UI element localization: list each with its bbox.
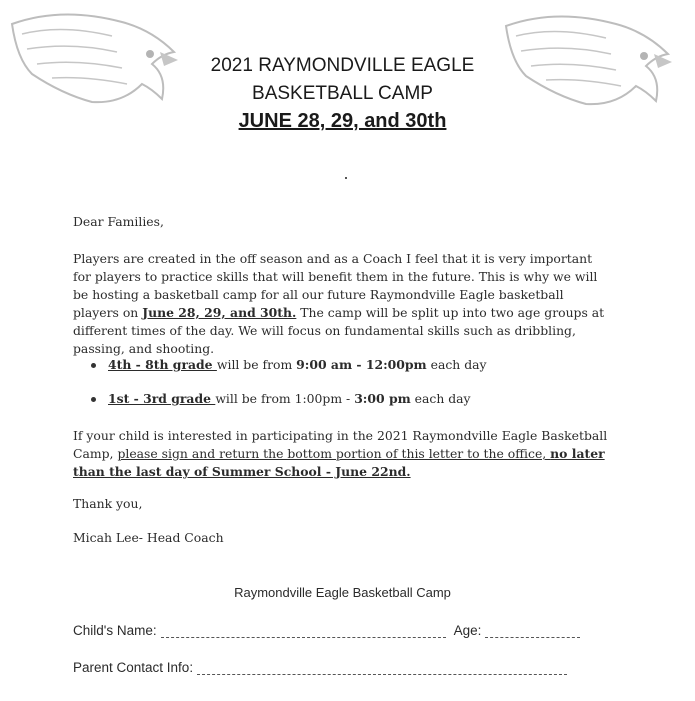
child-info-row [73,623,580,638]
closing: Thank you, [73,496,143,511]
intro-text-b: The camp will be split up into two age groups at different times of the day. We will focus on fundamental skills such as dribbling, passing, and shooting. [73,305,605,356]
title-line-1: 2021 RAYMONDVILLE EAGLE [210,55,475,76]
child-name-label: Child's Name: [73,623,157,638]
greeting: Dear Families, [73,214,164,229]
bullet-icon [91,363,96,368]
schedule-time: 9:00 am - 12:00pm [296,357,427,372]
return-deadline: no later than the last day of Summer School - June 22nd. [73,446,605,479]
return-text-a: If your child is interested in participating in the 2021 Raymondville Eagle Basketball Camp, [73,428,608,461]
intro-text-a: Players are created in the off season and as a Coach I feel that it is very important for players to practice skills that will benefit them in the future. This is why we will be hosting a basketball camp for all our future Raymondville Eagle basketball players on [73,251,598,320]
schedule-item [91,391,471,406]
title-line-2: BASKETBALL CAMP [252,83,433,104]
schedule-text-end: each day [410,391,471,406]
return-instructions [73,427,613,481]
intro-dates: June 28, 29, and 30th. [142,305,297,320]
intro-paragraph [73,250,613,358]
schedule-text: will be from 1:00pm - [215,391,355,406]
age-field[interactable] [485,623,580,638]
schedule-grades: 1st - 3rd grade [108,391,216,406]
schedule-text: will be from [216,357,297,372]
return-text-underlined: please sign and return the bottom portion of this letter to the office, [117,446,551,461]
child-name-field[interactable] [161,623,446,638]
parent-contact-label: Parent Contact Info: [73,660,194,675]
schedule-time: 3:00 pm [354,391,411,406]
schedule-grades: 4th - 8th grade [108,357,217,372]
scan-speck [345,177,347,179]
signature: Micah Lee- Head Coach [73,530,224,545]
parent-info-row [73,660,567,675]
parent-contact-field[interactable] [197,660,567,675]
camp-dates: JUNE 28, 29, and 30th [238,110,447,132]
schedule-text-end: each day [426,357,487,372]
schedule-item [91,357,487,372]
form-title: Raymondville Eagle Basketball Camp [234,585,451,600]
age-label: Age: [453,623,482,638]
bullet-icon [91,397,96,402]
